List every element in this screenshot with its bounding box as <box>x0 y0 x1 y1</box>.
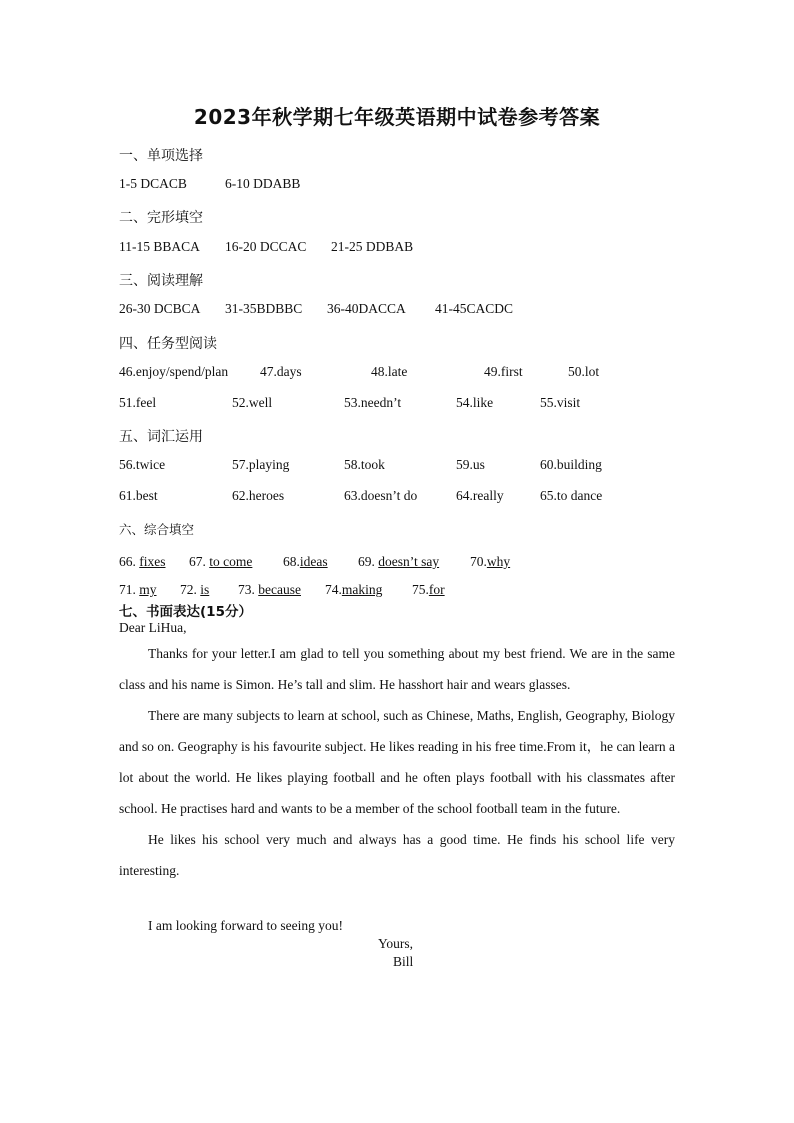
answer-item: 53.needn’t <box>344 395 402 410</box>
fill-item: 68.ideas <box>283 554 328 569</box>
letter-body <box>119 638 675 886</box>
fill-item: 66. fixes <box>119 554 166 569</box>
underlined-answer: doesn’t say <box>378 554 440 569</box>
answer-item: 47.days <box>260 364 302 379</box>
section-heading-3: 三、阅读理解 <box>119 273 203 289</box>
section-heading-2: 二、完形填空 <box>119 210 203 226</box>
letter-closing-line: I am looking forward to seeing you! <box>148 918 343 933</box>
fill-item: 72. is <box>180 582 210 597</box>
answer-group: 31-35BDBBC <box>225 301 303 316</box>
answer-group: 36-40DACCA <box>327 301 406 316</box>
letter-signature: Bill <box>393 954 414 969</box>
answer-item: 55.visit <box>540 395 581 410</box>
answer-item: 56.twice <box>119 457 166 472</box>
underlined-answer: is <box>200 582 210 597</box>
answer-group: 41-45CACDC <box>435 301 514 316</box>
section-heading-1: 一、单项选择 <box>119 148 203 164</box>
answer-item: 61.best <box>119 488 158 503</box>
fill-item: 69. doesn’t say <box>358 554 440 569</box>
fill-item: 71. my <box>119 582 157 597</box>
letter-sign-off: Yours, <box>378 936 414 951</box>
answer-item: 64.really <box>456 488 504 503</box>
underlined-answer: to come <box>209 554 253 569</box>
letter-paragraph-1: Thanks for your letter.I am glad to tell you something about my best friend. We are in the same class and his name is Simon. He’s tall and slim. He hasshort hair and wears glasses. <box>119 646 675 692</box>
fill-item: 70.why <box>470 554 511 569</box>
answer-item: 49.first <box>484 364 523 379</box>
letter-paragraph-2: There are many subjects to learn at school, such as Chinese, Maths, English, Geography, Biology and so on. Geography is his favourite subject. He likes reading in his free time.From it，he can learn a lot about the world. He likes playing football and he often plays football with his classmates after school. He practises hard and wants to be a member of the school football team in the future. <box>119 708 675 816</box>
answer-item: 48.late <box>371 364 408 379</box>
fill-item: 67. to come <box>189 554 253 569</box>
answer-item: 65.to dance <box>540 488 603 503</box>
letter-paragraph-3: He likes his school very much and always has a good time. He finds his school life very interesting. <box>119 832 675 878</box>
answer-item: 62.heroes <box>232 488 285 503</box>
answer-item: 46.enjoy/spend/plan <box>119 364 229 379</box>
section-heading-4: 四、任务型阅读 <box>119 336 217 352</box>
section-heading-5: 五、词汇运用 <box>119 429 203 445</box>
letter-greeting: Dear LiHua, <box>119 620 187 635</box>
answer-item: 52.well <box>232 395 273 410</box>
underlined-answer: my <box>139 582 157 597</box>
fill-item: 75.for <box>412 582 445 597</box>
underlined-answer: why <box>486 554 511 569</box>
answer-item: 57.playing <box>232 457 290 472</box>
underlined-answer: for <box>428 582 445 597</box>
fill-item: 73. because <box>238 582 301 597</box>
answer-item: 60.building <box>540 457 602 472</box>
underlined-answer: fixes <box>139 554 166 569</box>
answer-item: 63.doesn’t do <box>344 488 418 503</box>
underlined-answer: making <box>341 582 383 597</box>
underlined-answer: ideas <box>299 554 328 569</box>
section-heading-6: 六、综合填空 <box>119 522 195 537</box>
underlined-answer: because <box>258 582 301 597</box>
answer-group: 21-25 DDBAB <box>331 239 414 254</box>
section-heading-7: 七、书面表达(15分） <box>119 604 252 620</box>
page-title: 2023年秋学期七年级英语期中试卷参考答案 <box>193 105 601 129</box>
answer-group: 1-5 DCACB <box>119 176 187 191</box>
answer-group: 16-20 DCCAC <box>225 239 307 254</box>
fill-item: 74.making <box>325 582 383 597</box>
answer-item: 58.took <box>344 457 385 472</box>
answer-item: 51.feel <box>119 395 157 410</box>
answer-group: 26-30 DCBCA <box>119 301 201 316</box>
answer-item: 50.lot <box>568 364 600 379</box>
answer-group: 6-10 DDABB <box>225 176 301 191</box>
answer-item: 54.like <box>456 395 494 410</box>
answer-item: 59.us <box>456 457 485 472</box>
answer-group: 11-15 BBACA <box>119 239 200 254</box>
